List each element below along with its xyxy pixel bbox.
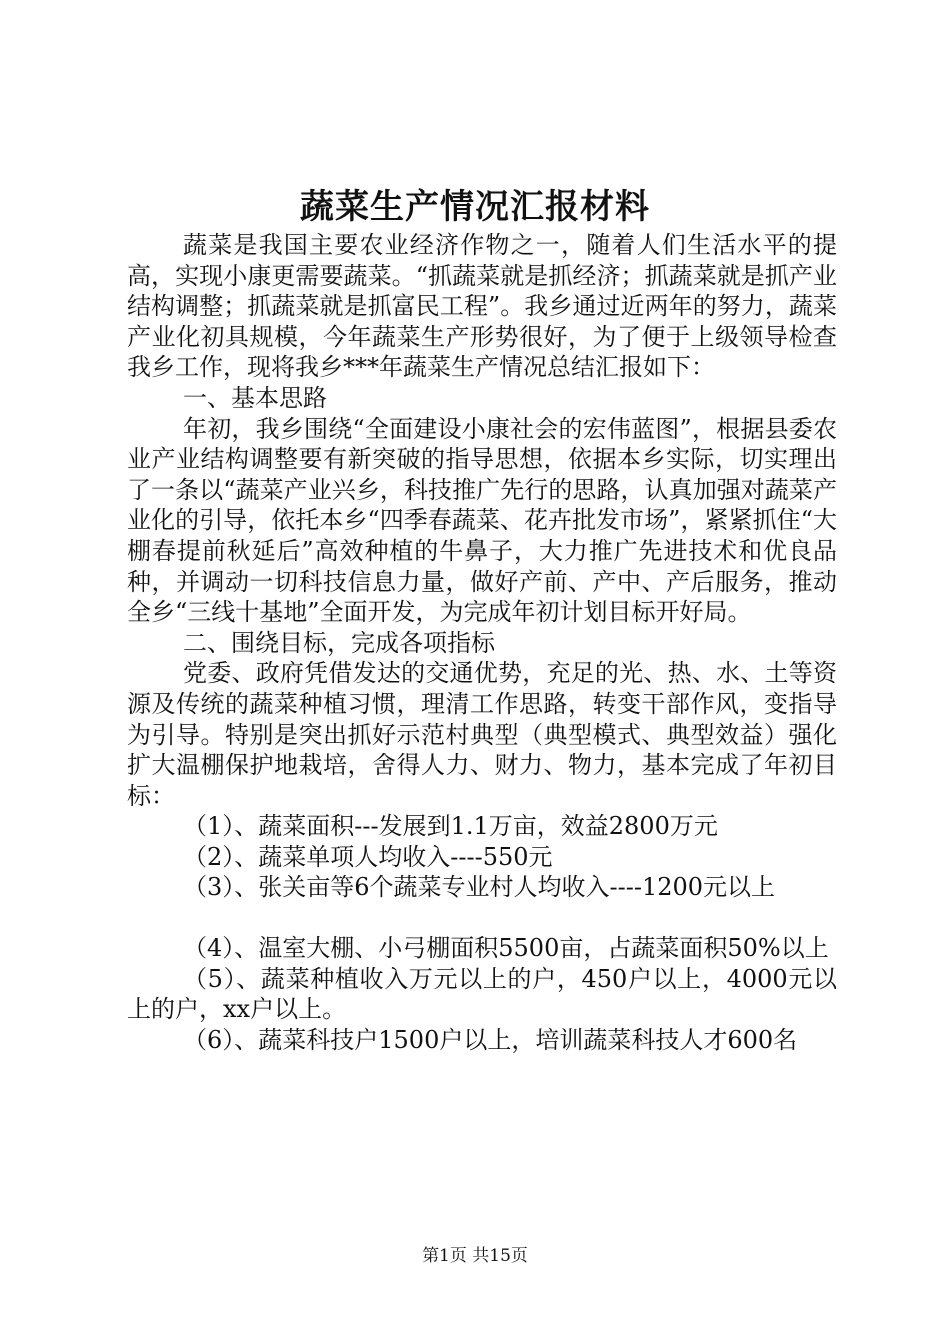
basic-idea-paragraph: 年初，我乡围绕“全面建设小康社会的宏伟蓝图”，根据县委农业产业结构调整要有新突破的指导思想，依据本乡实际，切实理出了一条以“蔬菜产业兴乡，科技推广先行的思路，认真加强对蔬菜产业化的引导，依托本乡“四季春蔬菜、花卉批发市场”，紧紧抓住“大棚春提前秋延后”高效种植的牛鼻子，大力推广先进技术和优良品种，并调动一切科技信息力量，做好产前、产中、产后服务，推动全乡“三线十基地”全面开发，为完成年初计划目标开好局。 [127, 414, 837, 627]
section-heading-2: 二、围绕目标，完成各项指标 [183, 628, 495, 657]
page-footer: 第1页 共15页 [422, 1246, 528, 1266]
intro-paragraph: 蔬菜是我国主要农业经济作物之一，随着人们生活水平的提高，实现小康更需要蔬菜。“抓蔬菜就是抓经济；抓蔬菜就是抓产业结构调整；抓蔬菜就是抓富民工程”。我乡通过近两年的努力，蔬菜产业化初具规模，今年蔬菜生产形势很好，为了便于上级领导检查我乡工作，现将我乡***年蔬菜生产情况总结汇报如下： [127, 231, 837, 382]
section-heading-1: 一、基本思路 [183, 383, 327, 412]
blank-line [127, 903, 837, 933]
list-item-5: （5）、蔬菜种植收入万元以上的户，450户以上，4000元以上的户，xx户以上。 [127, 964, 837, 1024]
list-item-6: （6）、蔬菜科技户1500户以上，培训蔬菜科技人才600名 [183, 1025, 798, 1054]
list-item-3: （3）、张关亩等6个蔬菜专业村人均收入----1200元以上 [183, 873, 776, 902]
goals-paragraph: 党委、政府凭借发达的交通优势，充足的光、热、水、土等资源及传统的蔬菜种植习惯，理清工作思路，转变干部作风，变指导为引导。特别是突出抓好示范村典型（典型模式、典型效益）强化扩大温棚保护地栽培，舍得人力、财力、物力，基本完成了年初目标： [127, 659, 837, 810]
list-item-2: （2）、蔬菜单项人均收入----550元 [183, 842, 553, 871]
document-title: 蔬菜生产情况汇报材料 [300, 187, 650, 227]
list-item-4: （4）、温室大棚、小弓棚面积5500亩，占蔬菜面积50%以上 [183, 934, 829, 963]
list-item-1: （1）、蔬菜面积---发展到1.1万亩，效益2800万元 [183, 812, 718, 841]
document-body [127, 230, 837, 1055]
